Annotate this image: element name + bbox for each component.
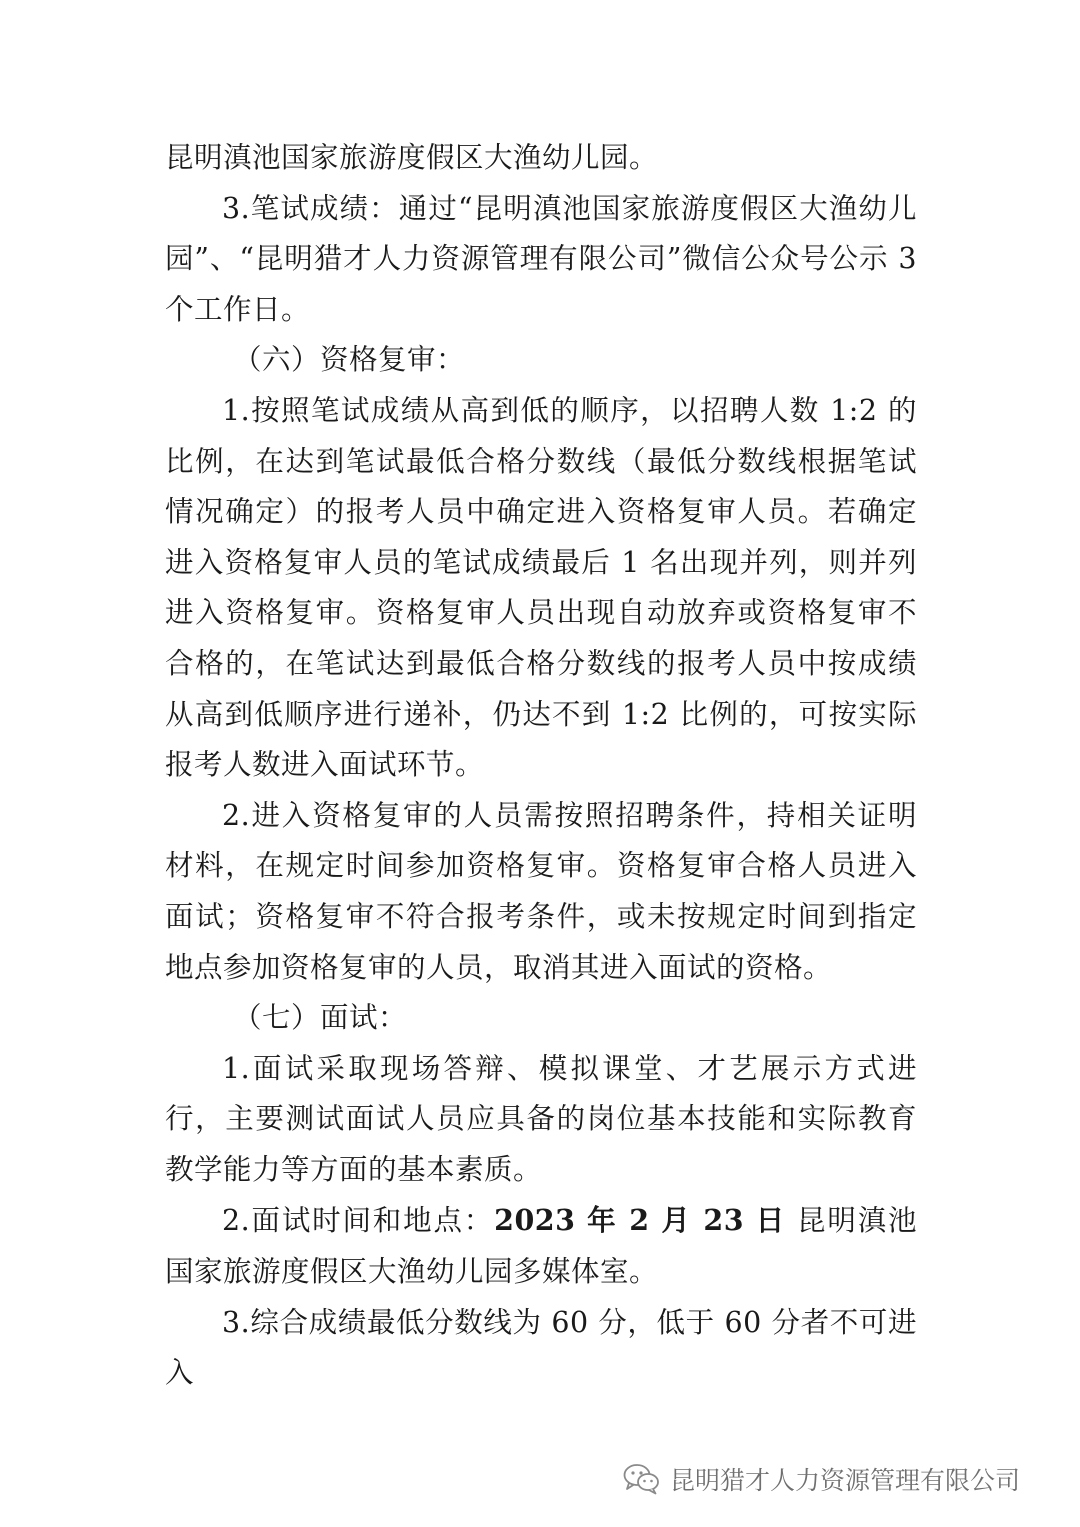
paragraph-review-selection: 1.按照笔试成绩从高到低的顺序，以招聘人数 1:2 的比例，在达到笔试最低合格分数线（最低分数线根据笔试情况确定）的报考人员中确定进入资格复审人员。若确定进入资格复审人员的笔试成绩最后 1 名出现并列，则并列进入资格复审。资格复审人员出现自动放弃或资格复审不合格的，在笔试达到最低合格分数线的报考人员中按成绩从高到低顺序进行递补，仍达不到 1:2 比例的，可按实际报考人数进入面试环节。 xyxy=(165,393,917,782)
wechat-watermark xyxy=(622,1457,1020,1501)
document-body xyxy=(165,133,917,1399)
paragraph-interview-time-place xyxy=(165,1195,917,1297)
paragraph-interview-method: 1.面试采取现场答辩、模拟课堂、才艺展示方式进行，主要测试面试人员应具备的岗位基本技能和实际教育教学能力等方面的基本素质。 xyxy=(165,1051,917,1186)
interview-date: 2023 年 2 月 23 日 xyxy=(494,1203,787,1238)
paragraph-school-name: 昆明滇池国家旅游度假区大渔幼儿园。 xyxy=(165,141,659,174)
wechat-icon xyxy=(622,1462,662,1496)
paragraph-review-materials: 2.进入资格复审的人员需按照招聘条件，持相关证明材料，在规定时间参加资格复审。资格复审合格人员进入面试；资格复审不符合报考条件，或未按规定时间到指定地点参加资格复审的人员，取消其进入面试的资格。 xyxy=(165,798,917,984)
heading-interview: （七）面试： xyxy=(233,1001,408,1035)
heading-qualification-review: （六）资格复审： xyxy=(233,343,466,377)
paragraph-minimum-score: 3.综合成绩最低分数线为 60 分，低于 60 分者不可进入 xyxy=(165,1305,917,1390)
paragraph-written-scores: 3.笔试成绩：通过“昆明滇池国家旅游度假区大渔幼儿园”、“昆明猎才人力资源管理有限公司”微信公众号公示 3 个工作日。 xyxy=(165,191,917,326)
interview-time-label: 2.面试时间和地点： xyxy=(222,1204,495,1238)
watermark-text: 昆明猎才人力资源管理有限公司 xyxy=(670,1466,1021,1495)
interview-location: 昆明滇池国家旅游度假区大渔幼儿园多媒体室。 xyxy=(165,1204,917,1289)
